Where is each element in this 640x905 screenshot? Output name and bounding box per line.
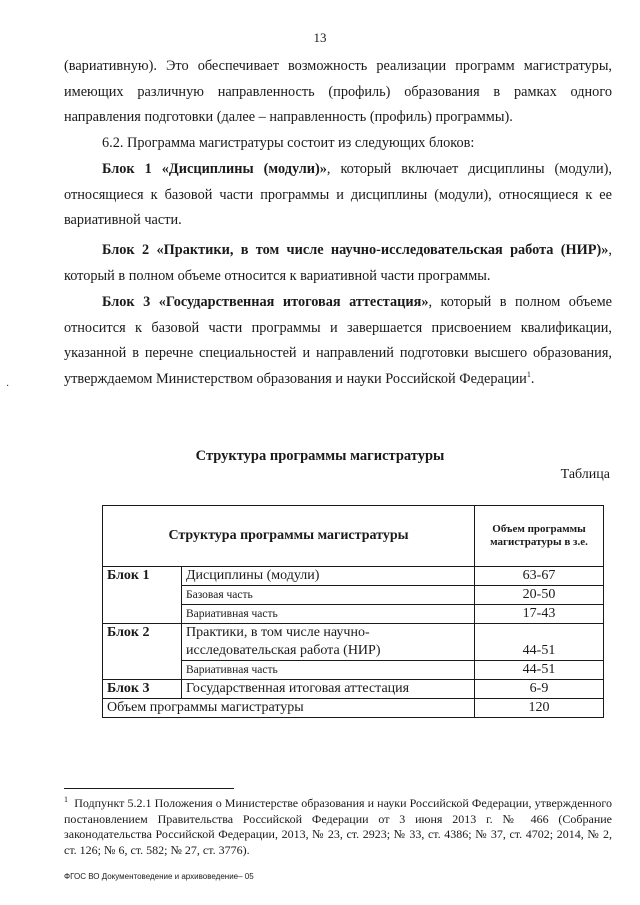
block1-name: Дисциплины (модули) [182, 567, 475, 586]
paragraph-block3 [64, 290, 612, 392]
paragraph-blocks-intro: 6.2. Программа магистратуры состоит из следующих блоков: [102, 135, 475, 151]
block1-text: , который включает дисциплины (модули), относящиеся к базовой части программы и дисциплины (модули), относящиеся к ее вариативной части. [64, 161, 612, 228]
page-number: 13 [313, 30, 327, 45]
footer-code: ФГОС ВО Документоведение и архивоведение– 05 [64, 872, 254, 881]
block1-base-part: Базовая часть [182, 586, 475, 605]
block1-value: 63-67 [475, 567, 604, 586]
block1-title: Блок 1 «Дисциплины (модули)» [102, 161, 327, 177]
footnote-text: Подпункт 5.2.1 Положения о Министерстве образования и науки Российской Федерации, утвержденного постановлением Правительства Российской Федерации от 3 июня 2013 г. № 466 (Собрание законодательства Российской Федерации, 2013, № 23, ст. 2923; № 33, ст. 4386; № 37, ст. 4702; 2014, № 2, ст. 126; № 6, ст. 582; № 27, ст. 3776). [64, 796, 612, 857]
block3-cell: Блок 3 [103, 680, 182, 699]
structure-table [102, 505, 604, 718]
block3-title: Блок 3 «Государственная итоговая аттестация» [102, 294, 429, 310]
block2-title: Блок 2 «Практики, в том числе научно-исследовательская работа (НИР)» [102, 242, 609, 258]
paragraph-variative: (вариативную). Это обеспечивает возможность реализации программ магистратуры, имеющих различную направленность (профиль) образования в рамках одного направления подготовки (далее – направленность (профиль) программы). [64, 58, 612, 125]
paragraph-block2 [64, 238, 612, 289]
footnote-ref[interactable]: 1 [526, 369, 531, 379]
table-row [103, 567, 604, 586]
block1-cell: Блок 1 [103, 567, 182, 624]
block2-value: 44-51 [475, 624, 604, 661]
table-row [103, 680, 604, 699]
margin-tick: · [6, 381, 10, 392]
header-structure: Структура программы магистратуры [103, 506, 475, 567]
footnote-separator [64, 788, 234, 789]
block1-variative-part: Вариативная часть [182, 605, 475, 624]
footnote [64, 796, 612, 858]
block3-name: Государственная итоговая аттестация [182, 680, 475, 699]
header-volume: Объем программы магистратуры в з.е. [475, 506, 604, 567]
block2-variative-value: 44-51 [475, 661, 604, 680]
block3-value: 6-9 [475, 680, 604, 699]
block3-text: , который в полном объеме относится к базовой части программы и завершается присвоением квалификации, указанной в перечне специальностей и направлений подготовки высшего образования, утверждаемом Министерством образования и науки Российской Федерации [64, 294, 612, 387]
block2-name: Практики, в том числе научно-исследовательская работа (НИР) [182, 624, 475, 661]
block2-variative-part: Вариативная часть [182, 661, 475, 680]
block2-cell: Блок 2 [103, 624, 182, 680]
table-label: Таблица [560, 467, 610, 482]
block1-base-value: 20-50 [475, 586, 604, 605]
block1-variative-value: 17-43 [475, 605, 604, 624]
total-label: Объем программы магистратуры [103, 699, 475, 718]
table-title: Структура программы магистратуры [195, 448, 445, 464]
total-value: 120 [475, 699, 604, 718]
block3-end: . [530, 370, 535, 387]
paragraph-block1 [64, 157, 612, 234]
table-row [103, 699, 604, 718]
table-row [103, 624, 604, 661]
block2-text: , который в полном объеме относится к вариативной части программы. [64, 242, 612, 284]
footnote-mark: 1 [64, 795, 68, 804]
table-header-row [103, 506, 604, 567]
